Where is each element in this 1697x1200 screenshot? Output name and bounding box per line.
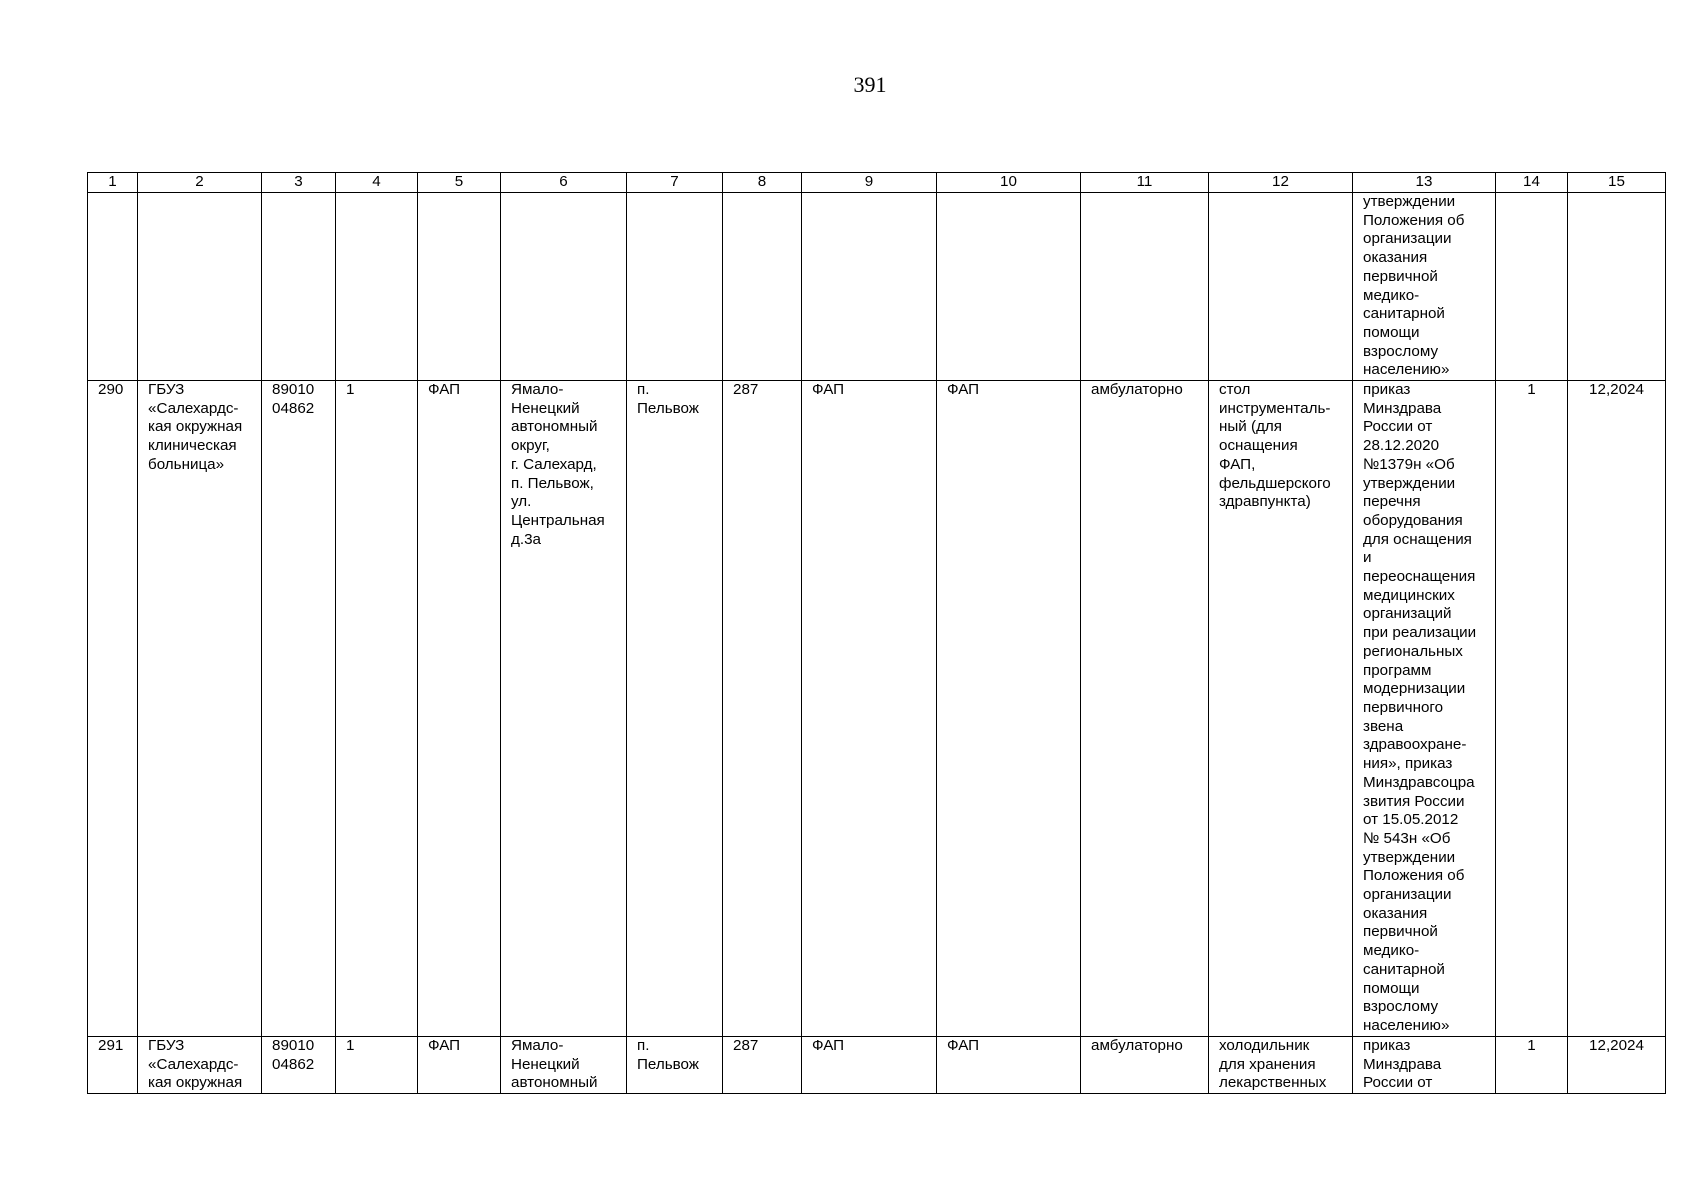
cell-num: 290: [88, 381, 138, 1037]
data-table: [87, 172, 1666, 1094]
header-cell: 7: [627, 173, 723, 193]
cell-code: 89010 04862: [262, 1037, 336, 1094]
cell-code: [262, 193, 336, 381]
cell-num: [88, 193, 138, 381]
cell-col4: 1: [336, 1037, 418, 1094]
cell-organization: ГБУЗ «Салехардс- кая окружная: [138, 1037, 262, 1094]
cell-equipment: холодильник для хранения лекарственных: [1209, 1037, 1353, 1094]
page-number: 391: [853, 72, 887, 97]
cell-type: ФАП: [418, 1037, 501, 1094]
header-cell: 8: [723, 173, 802, 193]
cell-col4: 1: [336, 381, 418, 1037]
table-row: [88, 381, 1666, 1037]
cell-quantity: 1: [1496, 1037, 1568, 1094]
cell-care-type: амбулаторно: [1081, 381, 1209, 1037]
table-row: [88, 1037, 1666, 1094]
header-cell: 3: [262, 173, 336, 193]
header-cell: 6: [501, 173, 627, 193]
cell-care-type: [1081, 193, 1209, 381]
header-cell: 1: [88, 173, 138, 193]
cell-equipment: стол инструменталь- ный (для оснащения ФАП, фельдшерского здравпункта): [1209, 381, 1353, 1037]
cell-legal-basis: приказ Минздрава России от 28.12.2020 №1379н «Об утверждении перечня оборудования для оснащения и переоснащения медицинских организаций при реализации региональных программ модернизации первичного звена здравоохране- ния», приказ Минздравсоцра звития России от 15.05.2012 № 543н «Об утверждении Положения об организации оказания первичной медико- санитарной помощи взрослому населению»: [1353, 381, 1496, 1037]
header-cell: 14: [1496, 173, 1568, 193]
cell-col9: [802, 193, 937, 381]
cell-col4: [336, 193, 418, 381]
header-cell: 15: [1568, 173, 1666, 193]
cell-col10: ФАП: [937, 1037, 1081, 1094]
cell-quantity: 1: [1496, 381, 1568, 1037]
cell-locality: п. Пельвож: [627, 1037, 723, 1094]
cell-date: [1568, 193, 1666, 381]
table-row: [88, 193, 1666, 381]
header-cell: 11: [1081, 173, 1209, 193]
cell-col8: [723, 193, 802, 381]
cell-equipment: [1209, 193, 1353, 381]
cell-quantity: [1496, 193, 1568, 381]
cell-organization: [138, 193, 262, 381]
header-cell: 5: [418, 173, 501, 193]
header-cell: 13: [1353, 173, 1496, 193]
cell-col10: ФАП: [937, 381, 1081, 1037]
cell-col8: 287: [723, 381, 802, 1037]
cell-date: 12,2024: [1568, 381, 1666, 1037]
cell-organization: ГБУЗ «Салехардс- кая окружная клиническая больница»: [138, 381, 262, 1037]
cell-col10: [937, 193, 1081, 381]
header-cell: 4: [336, 173, 418, 193]
cell-locality: п. Пельвож: [627, 381, 723, 1037]
cell-num: 291: [88, 1037, 138, 1094]
cell-address: Ямало- Ненецкий автономный округ, г. Салехард, п. Пельвож, ул. Центральная д.3а: [501, 381, 627, 1037]
cell-address: Ямало- Ненецкий автономный: [501, 1037, 627, 1094]
cell-col9: ФАП: [802, 381, 937, 1037]
cell-code: 89010 04862: [262, 381, 336, 1037]
cell-legal-basis: приказ Минздрава России от: [1353, 1037, 1496, 1094]
cell-address: [501, 193, 627, 381]
header-cell: 2: [138, 173, 262, 193]
cell-legal-basis: утверждении Положения об организации оказания первичной медико- санитарной помощи взрослому населению»: [1353, 193, 1496, 381]
header-cell: 10: [937, 173, 1081, 193]
cell-col8: 287: [723, 1037, 802, 1094]
cell-locality: [627, 193, 723, 381]
header-row: [88, 173, 1666, 193]
cell-date: 12,2024: [1568, 1037, 1666, 1094]
header-cell: 9: [802, 173, 937, 193]
header-cell: 12: [1209, 173, 1353, 193]
cell-care-type: амбулаторно: [1081, 1037, 1209, 1094]
cell-type: [418, 193, 501, 381]
cell-type: ФАП: [418, 381, 501, 1037]
cell-col9: ФАП: [802, 1037, 937, 1094]
